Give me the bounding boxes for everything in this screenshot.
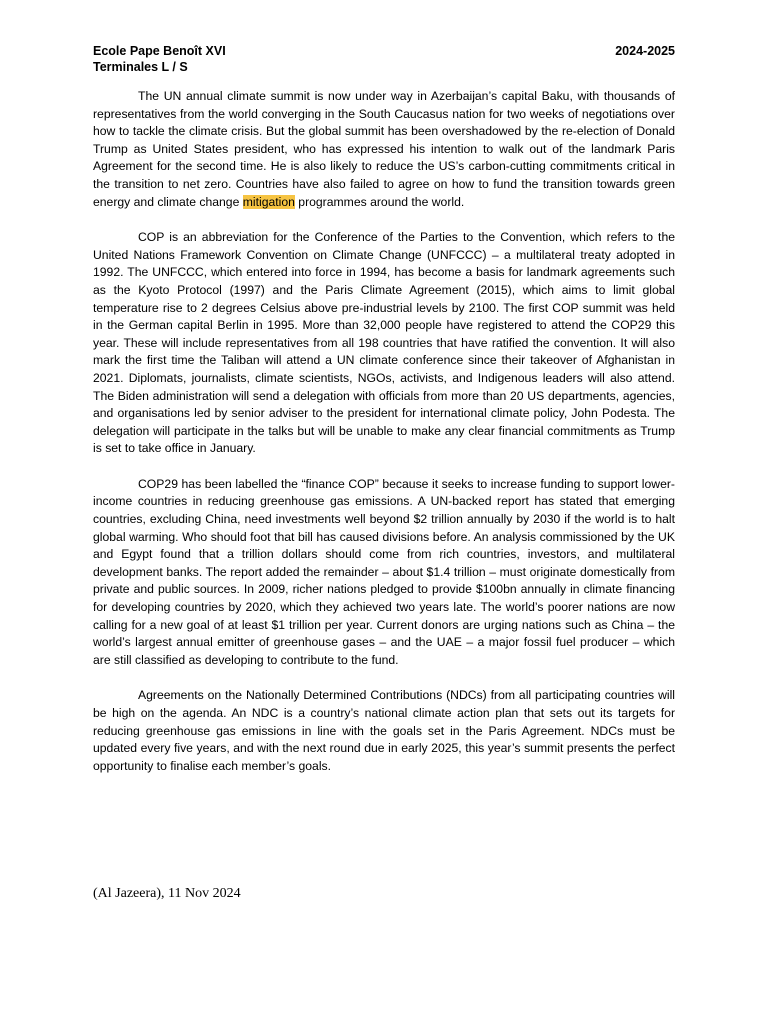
highlighted-word: mitigation [242, 194, 295, 209]
header-left [93, 43, 226, 75]
school-year: 2024-2025 [615, 44, 675, 58]
article-body [93, 88, 675, 793]
source-citation: (Al Jazeera), 11 Nov 2024 [93, 886, 241, 901]
paragraph-4: Agreements on the Nationally Determined Contributions (NDCs) from all participating countries will be high on the agenda. An NDC is a country’s national climate action plan that sets out its targets for reducing greenhouse gas emissions in line with the goals set in the Paris Agreement. NDCs must be updated every five years, and with the next round due in early 2025, this year’s summit presents the perfect opportunity to finalise each member’s goals. [93, 688, 675, 773]
paragraph-1-end: programmes around the world. [294, 194, 465, 209]
paragraph-1 [93, 88, 675, 211]
paragraph-2: COP is an abbreviation for the Conference of the Parties to the Convention, which refers to the United Nations Framework Convention on Climate Change (UNFCCC) – a multilateral treaty adopted in 1992. The UNFCCC, which entered into force in 1994, has become a basis for landmark agreements such as the Kyoto Protocol (1997) and the Paris Climate Agreement (2015), which aims to limit global temperature rise to 2 degrees Celsius above pre-industrial levels by 2100. The first COP summit was held in the German capital Berlin in 1995. More than 32,000 people have registered to attend the COP29 this year. These will include representatives from all 198 countries that have ratified the convention. It will also mark the first time the Taliban will attend a UN climate conference since their takeover of Afghanistan in 2021. Diplomats, journalists, climate scientists, NGOs, activists, and Indigenous leaders will also attend. The Biden administration will send a delegation with officials from more than 20 US departments, agencies, and organisations led by senior adviser to the president for international climate policy, John Podesta. The delegation will participate in the talks but will be unable to make any clear financial commitments as Trump is set to take office in January. [93, 230, 675, 456]
paragraph-3: COP29 has been labelled the “finance COP” because it seeks to increase funding to support lower-income countries in reducing greenhouse gas emissions. A UN-backed report has stated that emerging countries, excluding China, need investments well beyond $2 trillion annually by 2030 if the world is to halt global warming. Who should foot that bill has caused divisions before. An analysis commissioned by the UK and Egypt found that a trillion dollars should come from rich countries, investors, and multilateral development banks. The report added the remainder – about $1.4 trillion – must originate domestically from private and public sources. In 2009, richer nations pledged to provide $100bn annually in climate financing for developing countries by 2020, which they achieved two years late. The world’s poorer nations are now calling for a new goal of at least $1 trillion per year. Current donors are urging nations such as China – the world’s largest annual emitter of greenhouse gases – and the UAE – a major fossil fuel producer – which are still classified as developing to contribute to the fund. [93, 476, 675, 667]
paragraph-1-start: The UN annual climate summit is now under way in Azerbaijan’s capital Baku, with thousands of representatives from the world converging in the South Caucasus nation for two weeks of negotiations over how to tackle the climate crisis. But the global summit has been overshadowed by the re-election of Donald Trump as United States president, who has expressed his intention to walk out of the landmark Paris Agreement for the second time. He is also likely to reduce the US’s carbon-cutting commitments critical in the transition to net zero. Countries have also failed to agree on how to fund the transition towards green energy and climate change [93, 89, 675, 209]
school-name: Ecole Pape Benoît XVI [93, 44, 226, 58]
class-name: Terminales L / S [93, 60, 188, 74]
